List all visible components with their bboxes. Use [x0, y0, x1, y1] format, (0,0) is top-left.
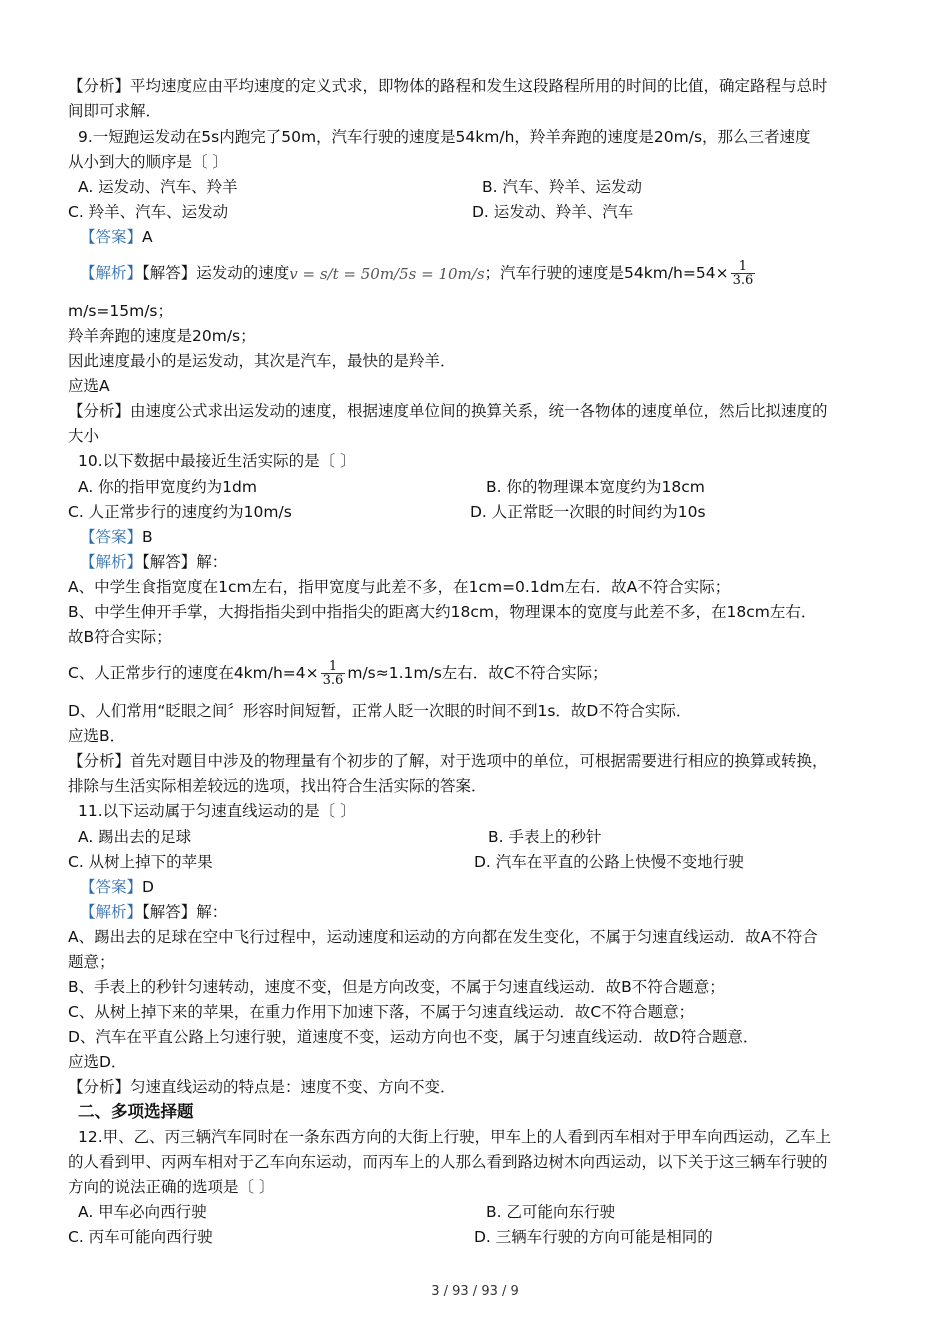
analysis-line: 排除与生活实际相差较远的选项，找出符合生活实际的答案． [68, 777, 487, 795]
analysis-line: 【分析】匀速直线运动的特点是：速度不变、方向不变． [68, 1078, 456, 1096]
answer-tag: 【答案】 [80, 878, 143, 896]
answer-line [80, 526, 153, 548]
text-line: C、从树上掉下来的苹果，在重力作用下加速下落，不属于匀速直线运动．故C不符合题意； [68, 1003, 695, 1021]
text-line: 应选B． [68, 727, 126, 745]
solution-line [80, 551, 227, 573]
analysis-line: 大小 [68, 427, 100, 445]
answer-value: D [142, 878, 154, 896]
answer-tag: 【答案】 [80, 528, 143, 546]
option-d: D. 三辆车行驶的方向可能是相同的 [474, 1228, 713, 1246]
solution-line [80, 901, 227, 923]
section-heading: 二、多项选择题 [78, 1102, 194, 1121]
option-d: D. 人正常眨一次眼的时间约为10s [470, 503, 706, 521]
fraction: $\frac{1}{3.6}$ [322, 659, 344, 688]
option-c: C. 从树上掉下的苹果 [68, 853, 213, 871]
text-line: 应选D． [68, 1053, 127, 1071]
text-line: D、汽车在平直公路上匀速行驶，道速度不变，运动方向也不变，属于匀速直线运动．故D符合题意． [68, 1028, 759, 1046]
answer-tag: 【答案】 [80, 228, 143, 246]
option-b: B. 汽车、羚羊、运发动 [482, 178, 642, 196]
option-d: D. 汽车在平直的公路上快慢不变地行驶 [474, 853, 744, 871]
analysis-line: 【分析】由速度公式求出运发动的速度，根据速度单位间的换算关系，统一各物体的速度单位，然后比拟速度的 [68, 402, 828, 420]
answer-line [80, 876, 154, 898]
question-12-cont: 方向的说法正确的选项是〔 〕 [68, 1178, 275, 1196]
text-line: m/s=15m/s； [68, 302, 174, 320]
option-c: C. 羚羊、汽车、运发动 [68, 203, 229, 221]
text-segment: m/s≈1.1m/s左右．故C不符合实际； [347, 664, 608, 682]
question-10: 10.以下数据中最接近生活实际的是〔 〕 [78, 452, 356, 470]
solution-text-2: ；汽车行驶的速度是54km/h=54× [484, 264, 729, 282]
text-line: 应选A [68, 377, 110, 395]
fraction: $\frac{1}{3.6}$ [732, 259, 754, 288]
analysis-line: 【分析】首先对题目中涉及的物理量有个初步的了解，对于选项中的单位，可根据需要进行相应的换算或转换， [68, 752, 828, 770]
option-c: C. 丙车可能向西行驶 [68, 1228, 213, 1246]
solution-tag: 【解析】 [80, 553, 143, 571]
solution-tag: 【解析】 [80, 264, 143, 282]
analysis-line: 【分析】平均速度应由平均速度的定义式求，即物体的路程和发生这段路程所用的时间的比值，确定路程与总时 [68, 77, 828, 95]
text-line: B、手表上的秒针匀速转动，速度不变，但是方向改变，不属于匀速直线运动．故B不符合题意； [68, 978, 725, 996]
speed-formula: v = s/t = 50m/5s = 10m/s [289, 264, 485, 283]
solution-text: 【解答】解： [142, 903, 228, 921]
question-12-cont: 的人看到甲、丙两车相对于乙车向东运动，而丙车上的人那么看到路边树木向西运动，以下关于这三辆车行驶的 [68, 1153, 828, 1171]
option-b: B. 手表上的秒针 [488, 828, 602, 846]
solution-text: 【解答】运发动的速度 [142, 264, 290, 282]
question-12: 12.甲、乙、丙三辆汽车同时在一条东西方向的大街上行驶，甲车上的人看到丙车相对于甲车向西运动，乙车上 [78, 1128, 832, 1146]
text-line: 故B符合实际； [68, 628, 172, 646]
option-c: C. 人正常步行的速度约为10m/s [68, 503, 292, 521]
answer-value: B [142, 528, 153, 546]
option-b: B. 乙可能向东行驶 [486, 1203, 615, 1221]
solution-text: 【解答】解： [142, 553, 228, 571]
answer-value: A [142, 228, 153, 246]
option-a: A. 甲车必向西行驶 [78, 1203, 207, 1221]
text-line: 羚羊奔跑的速度是20m/s； [68, 327, 256, 345]
solution-line [80, 258, 757, 289]
answer-line [80, 226, 153, 248]
text-line: A、踢出去的足球在空中飞行过程中，运动速度和运动的方向都在发生变化，不属于匀速直线运动．故A不符合 [68, 928, 818, 946]
option-b: B. 你的物理课本宽度约为18cm [486, 478, 705, 496]
option-d: D. 运发动、羚羊、汽车 [472, 203, 634, 221]
text-line: B、中学生伸开手掌，大拇指指尖到中指指尖的距离大约18cm，物理课本的宽度与此差不多，在18cm左右． [68, 603, 817, 621]
analysis-line: 间即可求解． [68, 102, 162, 120]
text-line: 题意； [68, 953, 115, 971]
text-line [68, 658, 608, 688]
option-a: A. 运发动、汽车、羚羊 [78, 178, 238, 196]
text-line: A、中学生食指宽度在1cm左右，指甲宽度与此差不多，在1cm=0.1dm左右．故A不符合实际； [68, 578, 731, 596]
option-a: A. 踢出去的足球 [78, 828, 192, 846]
solution-tag: 【解析】 [80, 903, 143, 921]
page-number: 3 / 93 / 93 / 9 [431, 1284, 519, 1299]
question-11: 11.以下运动属于匀速直线运动的是〔 〕 [78, 802, 356, 820]
text-line: D、人们常用“眨眼之间〞形容时间短暂，正常人眨一次眼的时间不到1s．故D不符合实际． [68, 702, 692, 720]
text-segment: C、人正常步行的速度在4km/h=4× [68, 664, 319, 682]
question-9: 9.一短跑运发动在5s内跑完了50m，汽车行驶的速度是54km/h，羚羊奔跑的速度是20m/s，那么三者速度 [78, 128, 811, 146]
question-9-cont: 从小到大的顺序是〔 〕 [68, 153, 228, 171]
text-line: 因此速度最小的是运发动，其次是汽车，最快的是羚羊． [68, 352, 456, 370]
option-a: A. 你的指甲宽度约为1dm [78, 478, 257, 496]
